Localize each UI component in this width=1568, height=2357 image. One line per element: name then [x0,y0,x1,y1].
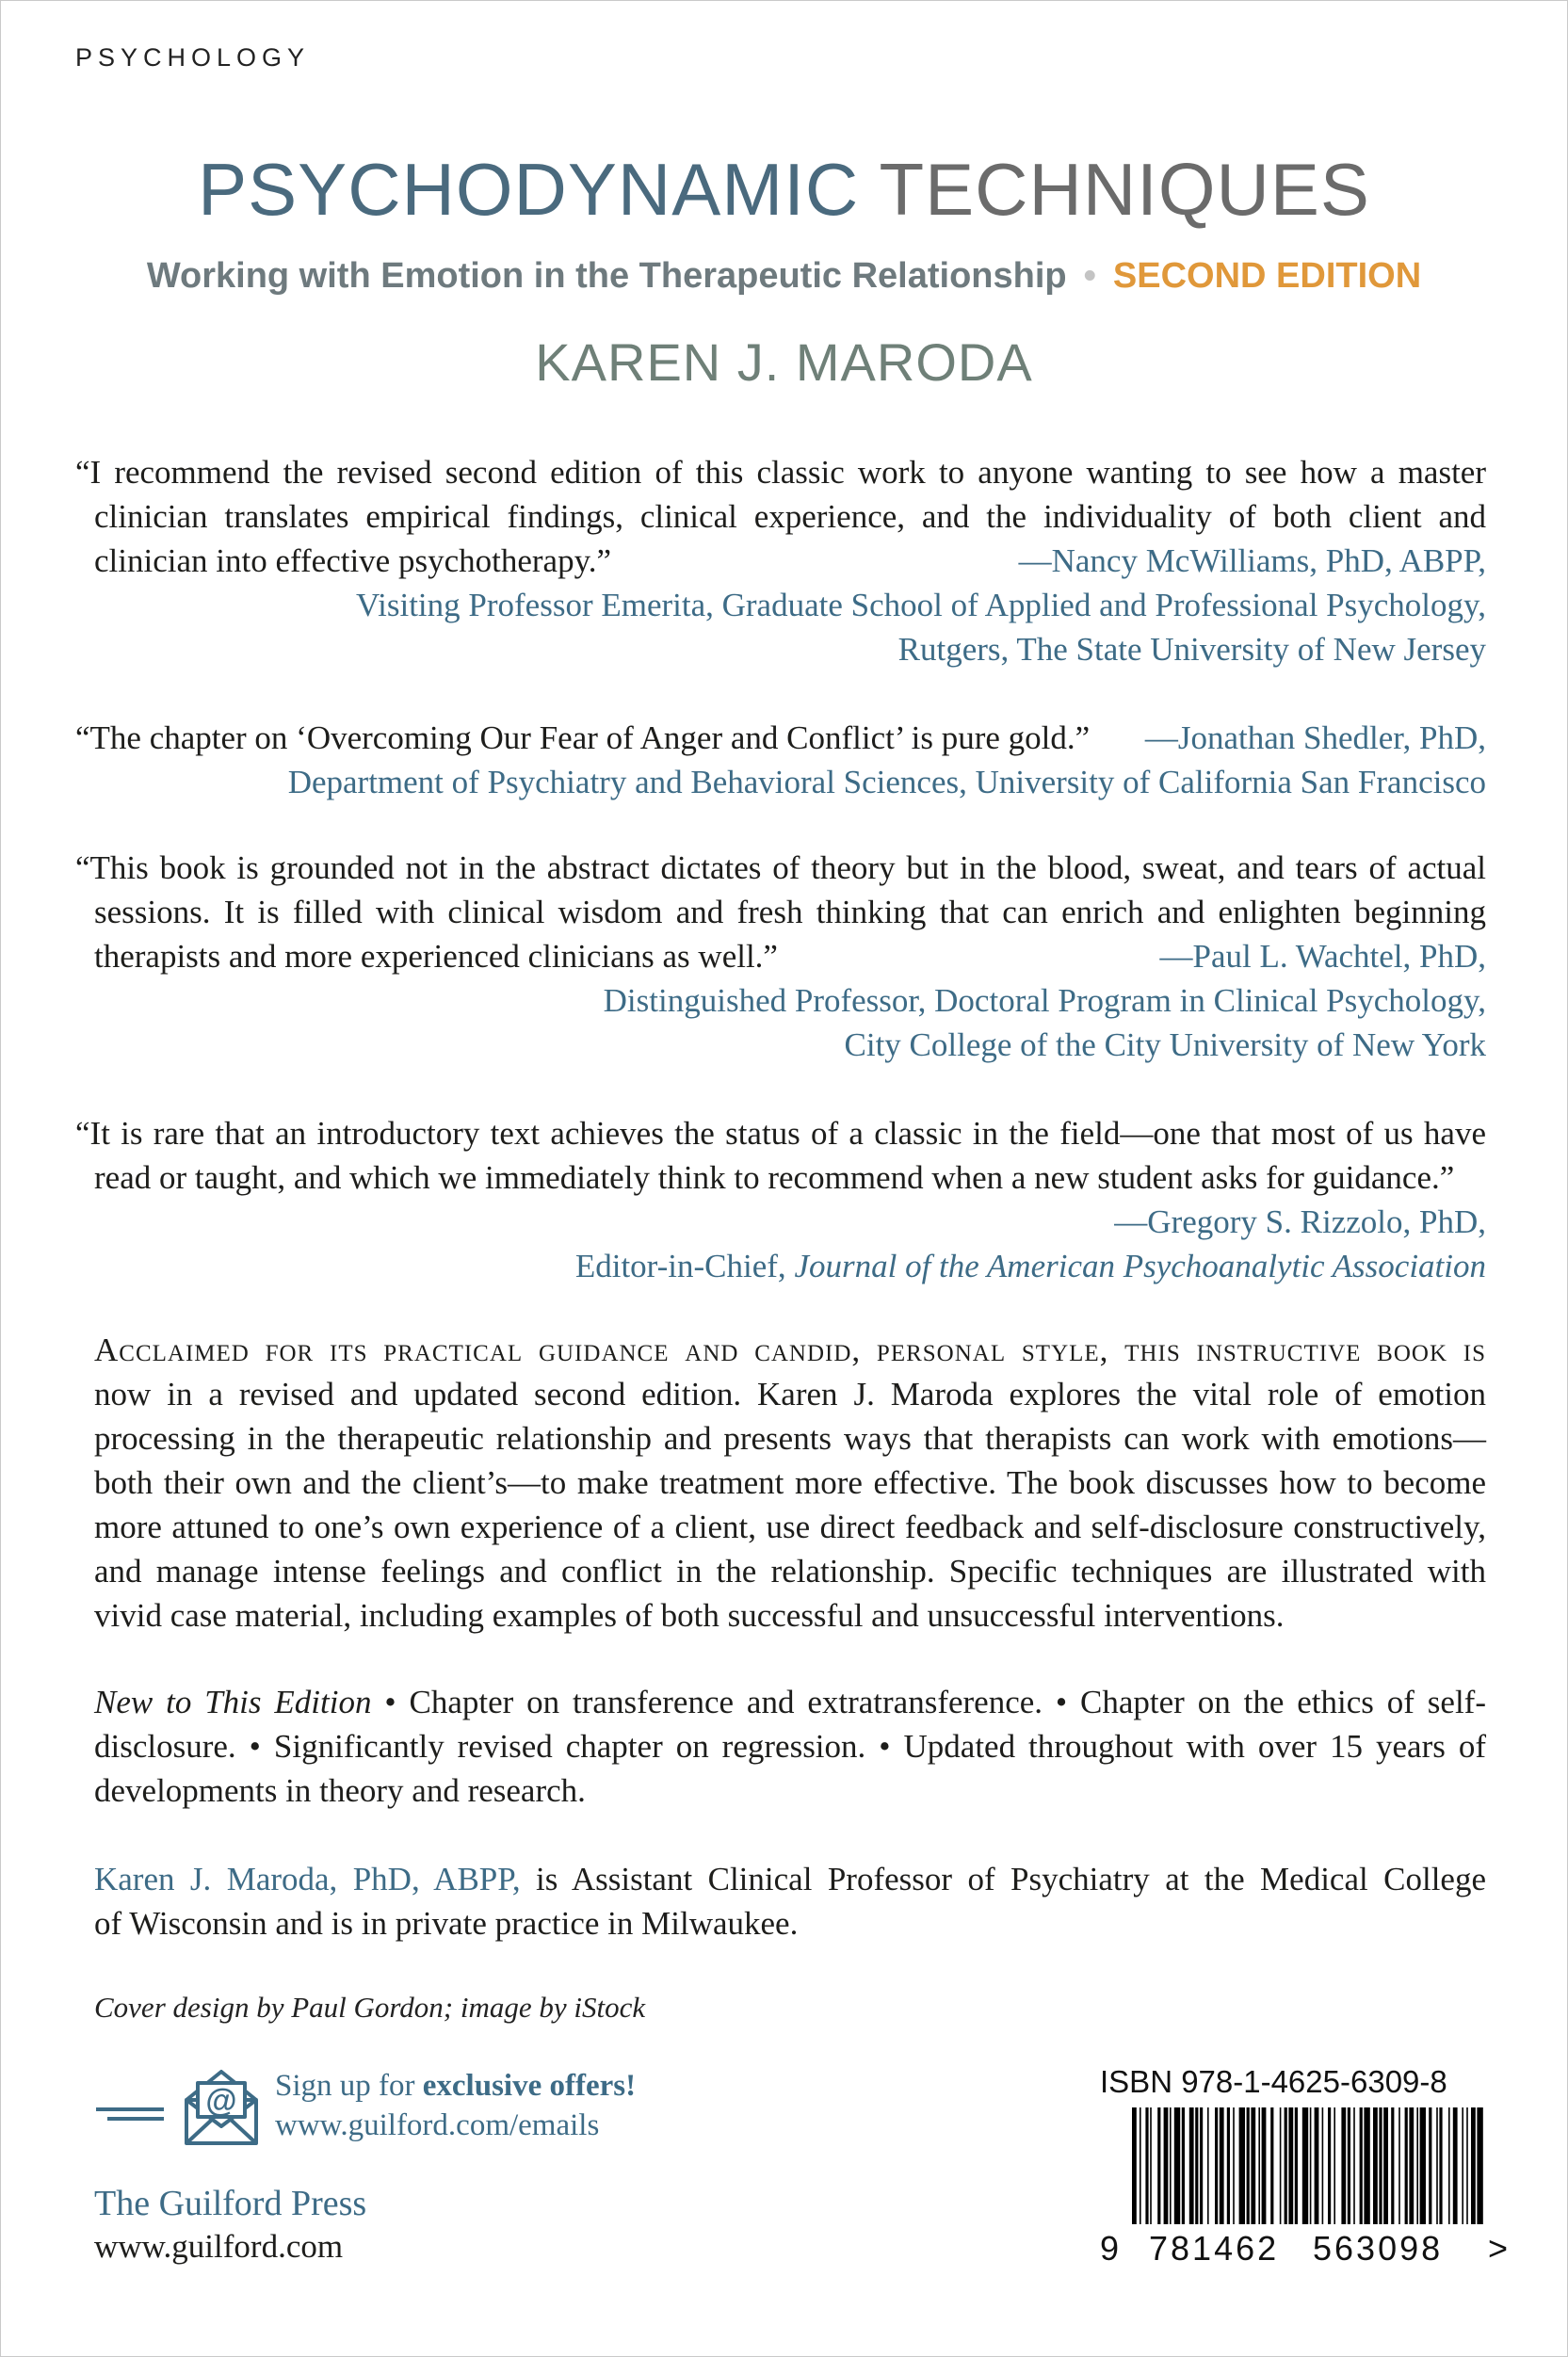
email-envelope-icon [94,2062,273,2145]
barcode-bar [1453,2107,1458,2224]
barcode-bar [1215,2107,1218,2224]
barcode-bars [1132,2107,1483,2224]
new-edition-line: New to This Edition • Chapter on transference and extratransference. • Chapter on the ethics of self- [94,1684,1486,1720]
barcode-bar [1157,2107,1160,2224]
title-part-2: TECHNIQUES [879,148,1370,231]
quote-attribution: —Gregory S. Rizzolo, PhD, [1114,1203,1486,1240]
barcode-right-digits: 563098 [1313,2229,1444,2268]
quote-line: “This book is grounded not in the abstract dictates of theory but in the blood, sweat, and tears of actual [75,849,1486,886]
barcode-bar [1409,2107,1414,2224]
barcode-bar [1164,2107,1169,2224]
bio-line: Karen J. Maroda, PhD, ABPP, is Assistant Clinical Professor of Psychiatry at the Medical College [94,1861,1486,1897]
barcode-bar [1398,2107,1400,2224]
quote-attribution: —Nancy McWilliams, PhD, ABPP, [1018,542,1486,579]
quote-attribution: —Paul L. Wachtel, PhD, [1159,938,1486,975]
barcode-bar [1195,2107,1198,2224]
barcode-bar [1466,2107,1468,2224]
barcode-bar [1328,2107,1331,2224]
quote-affiliation: Department of Psychiatry and Behavioral Sciences, University of California San Francisco [287,764,1486,800]
barcode-bar [1379,2107,1382,2224]
barcode-bar [1247,2107,1250,2224]
quote-affiliation: Rutgers, The State University of New Jersey [897,631,1486,668]
author-bio [94,1857,1486,1945]
barcode-bar [1477,2107,1482,2224]
barcode-bar [1270,2107,1273,2224]
signup-url[interactable]: www.guilford.com/emails [275,2108,600,2142]
quote-first-row [75,716,1486,760]
quote-line: “It is rare that an introductory text achieves the status of a classic in the field—one that most of us have [75,1115,1486,1152]
title-part-1: PSYCHODYNAMIC [198,148,860,231]
subtitle-bullet: • [1083,256,1096,296]
quote-shedler [75,716,1486,804]
barcode-bar [1373,2107,1378,2224]
barcode-bar [1288,2107,1293,2224]
signup-block[interactable] [94,2062,678,2147]
barcode-bar [1227,2107,1230,2224]
barcode-bar [1322,2107,1324,2224]
description-line: vivid case material, including examples of both successful and unsuccessful interventions. [94,1597,1285,1634]
barcode-bar [1200,2107,1203,2224]
barcode-bar [1258,2107,1260,2224]
barcode-bar [1334,2107,1335,2224]
barcode-bar [1348,2107,1350,2224]
category-label: PSYCHOLOGY [75,43,311,72]
barcode-bar [1285,2107,1287,2224]
quote-attribution: —Jonathan Shedler, PhD, [1144,719,1486,756]
barcode-bar [1170,2107,1172,2224]
description-line: more attuned to one’s own experience of a client, use direct feedback and self-disclosure constructively, [94,1509,1486,1545]
barcode-bar [1429,2107,1431,2224]
isbn-number: ISBN 978-1-4625-6309-8 [1100,2064,1447,2099]
new-edition-line: disclosure. • Significantly revised chapter on regression. • Updated throughout with over 15 years of [94,1728,1486,1765]
barcode-bar [1436,2107,1438,2224]
barcode-bar [1233,2107,1235,2224]
signup-text: Sign up for exclusive offers! www.guilford.com/emails [275,2066,636,2145]
barcode-bar [1174,2107,1180,2224]
barcode-arrow: > [1488,2229,1509,2268]
author-name: KAREN J. MARODA [535,332,1033,392]
svg-text:@: @ [205,2083,237,2119]
publisher-url[interactable]: www.guilford.com [94,2228,344,2265]
quote-affiliation: City College of the City University of New York [844,1026,1486,1063]
barcode-bar [1145,2107,1148,2224]
bio-line: of Wisconsin and is in private practice in Milwaukee. [94,1905,799,1942]
isbn-barcode [1094,2107,1518,2268]
barcode-bar [1448,2107,1450,2224]
quote-mcwilliams [75,450,1486,671]
barcode-bar [1302,2107,1308,2224]
barcode-bar [1391,2107,1394,2224]
description-line: both their own and the client’s—to make treatment more effective. The book discusses how to become [94,1464,1486,1501]
quote-last-row [75,934,1486,978]
barcode-bar [1364,2107,1369,2224]
journal-title: Journal of the American Psychoanalytic Association [794,1248,1486,1284]
barcode-bar [1220,2107,1224,2224]
new-edition-features [94,1680,1486,1813]
subtitle-text: Working with Emotion in the Therapeutic Relationship [146,256,1067,296]
new-edition-line: developments in theory and research. [94,1772,586,1809]
barcode-bar [1341,2107,1346,2224]
description-line: processing in the therapeutic relationship and presents ways that therapists can work with emotions— [94,1420,1486,1457]
quote-line: clinician into effective psychotherapy.” [94,542,612,579]
barcode-bar [1189,2107,1194,2224]
barcode-bar [1207,2107,1209,2224]
barcode-bar [1420,2107,1426,2224]
quote-line: therapists and more experienced clinicians as well.” [94,938,778,975]
barcode-bar [1315,2107,1319,2224]
barcode-bar [1383,2107,1388,2224]
barcode-bar [1280,2107,1282,2224]
quote-affiliation [75,1244,1486,1288]
book-title [0,147,1568,233]
book-description [94,1328,1486,1638]
quote-last-row [75,539,1486,583]
barcode-bar [1462,2107,1463,2224]
quote-line: “I recommend the revised second edition of this classic work to anyone wanting to see how a master [75,454,1486,491]
barcode-bar [1360,2107,1363,2224]
barcode-bar [1132,2107,1137,2224]
barcode-bar [1416,2107,1418,2224]
barcode-bar [1405,2107,1408,2224]
cover-credit: Cover design by Paul Gordon; image by iStock [94,1991,646,2024]
description-lead: Acclaimed for its practical guidance and candid, personal style, this instructive book is [94,1332,1486,1368]
barcode-bar [1239,2107,1245,2224]
quote-line: sessions. It is filled with clinical wisdom and fresh thinking that can enrich and enlighten beginning [94,894,1486,930]
barcode-bar [1439,2107,1442,2224]
barcode-bar [1310,2107,1312,2224]
quote-line: clinician translates empirical findings, clinical experience, and the individuality of both client and [94,498,1486,535]
barcode-left-digits: 781462 [1149,2229,1280,2268]
barcode-bar [1251,2107,1255,2224]
barcode-bar [1140,2107,1141,2224]
barcode-bar [1471,2107,1476,2224]
barcode-bar [1353,2107,1355,2224]
barcode-bar [1295,2107,1298,2224]
edition-label: SECOND EDITION [1112,256,1422,296]
publisher-name: The Guilford Press [94,2184,367,2223]
new-edition-label: New to This Edition [94,1684,372,1720]
barcode-first-digit: 9 [1100,2229,1120,2268]
quote-line: read or taught, and which we immediately think to recommend when a new student asks for guidance.” [94,1159,1455,1196]
book-subtitle [0,256,1568,297]
description-line: now in a revised and updated second edition. Karen J. Maroda explores the vital role of emotion [94,1376,1486,1413]
quote-affiliation: Distinguished Professor, Doctoral Program in Clinical Psychology, [603,982,1486,1019]
quote-wachtel [75,846,1486,1067]
quote-line: “The chapter on ‘Overcoming Our Fear of Anger and Conflict’ is pure gold.” [75,719,1091,756]
affiliation-prefix: Editor-in-Chief, [574,1248,795,1284]
barcode-bar [1150,2107,1152,2224]
signup-offer: exclusive offers! [422,2069,637,2103]
description-line: and manage intense feelings and conflict in the relationship. Specific techniques are illustrated with [94,1553,1486,1590]
bio-name: Karen J. Maroda, PhD, ABPP, [94,1861,521,1897]
barcode-bar [1262,2107,1267,2224]
quote-affiliation: Visiting Professor Emerita, Graduate School of Applied and Professional Psychology, [355,587,1486,623]
quote-rizzolo [75,1111,1486,1288]
barcode-bar [1182,2107,1185,2224]
